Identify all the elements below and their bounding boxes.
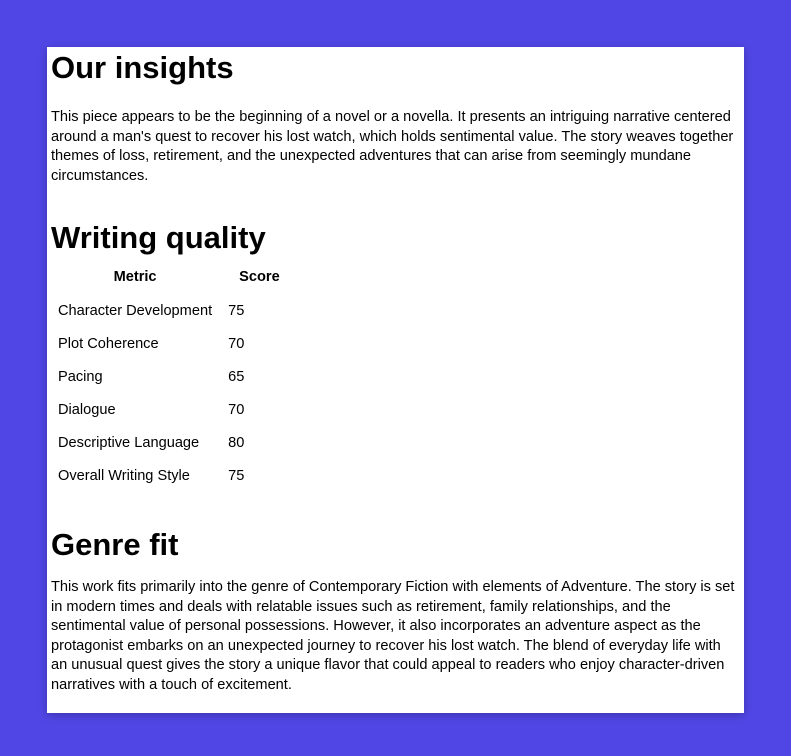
report-card — [47, 47, 744, 713]
score-cell: 65 — [228, 369, 245, 385]
score-cell: 70 — [228, 336, 245, 352]
metric-cell: Plot Coherence — [58, 336, 159, 352]
genre-fit-text: This work fits primarily into the genre of Contemporary Fiction with elements of Adventure. The story is set in modern times and deals with relatable issues such as retirement, family relationships, and the sentimental value of personal possessions. However, it also incorporates an adventure aspect as the protagonist embarks on an unexpected journey to recover his lost watch. The blend of everyday life with an unusual quest gives the story a unique flavor that could appeal to readers who enjoy character-driven narratives with a touch of excitement. — [51, 579, 735, 693]
column-header-score: Score — [239, 269, 280, 285]
metric-cell: Character Development — [58, 303, 213, 319]
score-cell: 70 — [228, 402, 245, 418]
column-header-metric: Metric — [113, 269, 157, 285]
genre-fit-heading: Genre fit — [51, 527, 179, 562]
table-row — [53, 362, 300, 393]
insights-text: This piece appears to be the beginning of a novel or a novella. It presents an intriguing narrative centered around a man's quest to recover his lost watch, which holds sentimental value. The story weaves together themes of loss, retirement, and the unexpected adventures that can arise from seemingly mundane circumstances. — [51, 109, 734, 184]
score-cell: 75 — [228, 303, 245, 319]
score-cell: 75 — [228, 468, 245, 484]
writing-quality-heading: Writing quality — [51, 220, 266, 255]
insights-heading: Our insights — [51, 50, 234, 85]
table-row — [53, 329, 300, 360]
writing-quality-table — [51, 263, 302, 494]
metric-cell: Descriptive Language — [58, 435, 200, 451]
score-cell: 80 — [228, 435, 245, 451]
table-row — [53, 461, 300, 492]
table-row — [53, 395, 300, 426]
table-row — [53, 296, 300, 327]
metric-cell: Dialogue — [58, 402, 116, 418]
table-row — [53, 428, 300, 459]
metric-cell: Overall Writing Style — [58, 468, 190, 484]
metric-cell: Pacing — [58, 369, 103, 385]
table-header-row — [53, 265, 300, 294]
